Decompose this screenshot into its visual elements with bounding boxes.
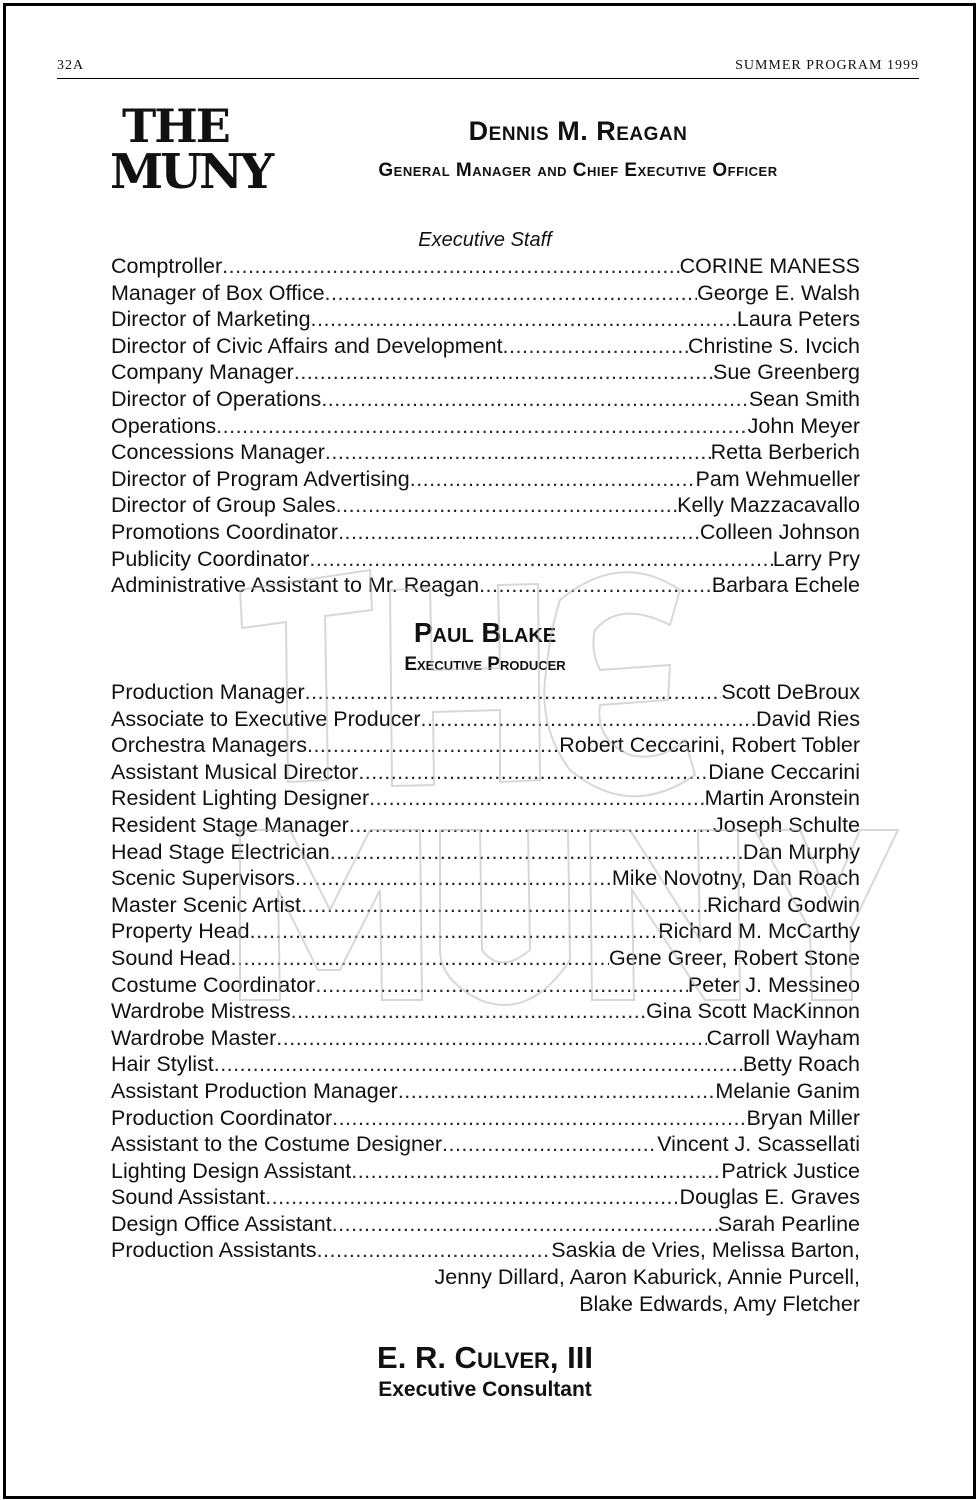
staff-role: Assistant Production Manager xyxy=(111,1078,398,1103)
staff-person: Patrick Justice xyxy=(721,1158,860,1183)
staff-role: Associate to Executive Producer xyxy=(111,706,421,731)
staff-person: Martin Aronstein xyxy=(704,786,860,811)
staff-person: Robert Ceccarini, Robert Tobler xyxy=(559,733,860,758)
executive-staff-list xyxy=(111,254,860,600)
staff-row xyxy=(111,786,860,813)
staff-row xyxy=(111,999,860,1026)
leader-dots xyxy=(325,440,711,465)
staff-person: Kelly Mazzacavallo xyxy=(677,493,860,518)
staff-row xyxy=(111,946,860,973)
staff-role: Scenic Supervisors xyxy=(111,866,296,891)
leader-dots xyxy=(295,866,612,891)
staff-row xyxy=(111,1132,860,1159)
staff-role: Sound Assistant xyxy=(111,1185,266,1210)
staff-role: Hair Stylist xyxy=(111,1052,214,1077)
staff-row xyxy=(111,1052,860,1079)
continuation-line: Jenny Dillard, Aaron Kaburick, Annie Purcell, xyxy=(434,1265,860,1290)
staff-role: Orchestra Managers xyxy=(111,733,307,758)
staff-role: Comptroller xyxy=(111,254,223,278)
staff-role: Manager of Box Office xyxy=(111,280,325,305)
staff-role: Director of Civic Affairs and Development xyxy=(111,333,503,358)
staff-row xyxy=(111,520,860,547)
staff-person: Dan Murphy xyxy=(742,839,860,864)
staff-role: Wardrobe Master xyxy=(111,1025,277,1050)
muny-logo xyxy=(108,99,272,204)
page-number: 32A xyxy=(57,58,85,73)
leader-dots xyxy=(305,680,722,705)
leader-dots xyxy=(315,973,688,998)
staff-person: George E. Walsh xyxy=(697,280,860,305)
staff-row xyxy=(111,414,860,441)
staff-role: Assistant to the Costume Designer xyxy=(111,1132,443,1157)
leader-dots xyxy=(479,573,712,598)
staff-role: Company Manager xyxy=(111,360,294,385)
leader-dots xyxy=(307,733,559,758)
staff-row xyxy=(111,813,860,840)
logo-line-muny: MUNY xyxy=(110,144,272,200)
executive-staff-label: Executive Staff xyxy=(418,229,552,251)
leader-dots xyxy=(216,414,747,439)
staff-row xyxy=(111,440,860,467)
leader-dots xyxy=(311,307,737,332)
staff-role: Operations xyxy=(111,413,217,438)
staff-role: Director of Group Sales xyxy=(111,493,336,518)
staff-role: Concessions Manager xyxy=(111,440,325,465)
staff-person: CORINE MANESS xyxy=(679,254,860,278)
leader-dots xyxy=(317,1238,552,1263)
staff-role: Head Stage Electrician xyxy=(111,839,330,864)
staff-person: Gina Scott MacKinnon xyxy=(646,999,860,1024)
leader-dots xyxy=(503,334,688,359)
staff-role: Design Office Assistant xyxy=(111,1211,332,1236)
staff-row xyxy=(111,1159,860,1186)
staff-row xyxy=(111,1026,860,1053)
leader-dots xyxy=(369,786,704,811)
staff-person: Peter J. Messineo xyxy=(687,972,860,997)
staff-row xyxy=(111,467,860,494)
staff-row xyxy=(111,1212,860,1239)
staff-row xyxy=(111,547,860,574)
staff-role: Resident Lighting Designer xyxy=(111,786,370,811)
leader-dots xyxy=(332,1212,718,1237)
general-manager-name: Dennis M. Reagan xyxy=(468,116,688,146)
staff-role: Costume Coordinator xyxy=(111,972,316,997)
staff-row xyxy=(111,307,860,334)
leader-dots xyxy=(276,1026,706,1051)
staff-row xyxy=(111,707,860,734)
staff-person: Scott DeBroux xyxy=(721,680,860,704)
consultant-name: E. R. Culver, III xyxy=(377,1340,593,1375)
leader-dots xyxy=(421,707,757,732)
leader-dots xyxy=(309,547,772,572)
staff-person: Colleen Johnson xyxy=(699,519,860,544)
staff-row xyxy=(111,973,860,1000)
staff-row xyxy=(111,334,860,361)
leader-dots xyxy=(336,493,678,518)
leader-dots xyxy=(330,840,743,865)
staff-person: Carroll Wayham xyxy=(706,1025,860,1050)
staff-person: Joseph Schulte xyxy=(712,812,860,837)
staff-row xyxy=(111,1106,860,1133)
running-header xyxy=(57,58,919,78)
staff-person: Gene Greer, Robert Stone xyxy=(609,945,860,970)
staff-role: Lighting Design Assistant xyxy=(111,1158,352,1183)
staff-row xyxy=(111,387,860,414)
leader-dots xyxy=(265,1185,679,1210)
staff-role: Assistant Musical Director xyxy=(111,759,359,784)
staff-person: Bryan Miller xyxy=(746,1105,860,1130)
staff-row xyxy=(111,1079,860,1106)
leader-dots xyxy=(214,1052,743,1077)
staff-person: Sarah Pearline xyxy=(717,1211,860,1236)
staff-role: Production Manager xyxy=(111,680,305,704)
leader-dots xyxy=(294,360,713,385)
staff-role: Director of Operations xyxy=(111,386,322,411)
staff-row xyxy=(111,360,860,387)
staff-role: Administrative Assistant to Mr. Reagan xyxy=(111,573,480,598)
staff-role: Wardrobe Mistress xyxy=(111,999,291,1024)
leader-dots xyxy=(351,1159,721,1184)
staff-row xyxy=(111,493,860,520)
staff-person: Mike Novotny, Dan Roach xyxy=(611,866,860,891)
leader-dots xyxy=(291,999,646,1024)
staff-person: Vincent J. Scassellati xyxy=(657,1132,860,1157)
staff-person: Douglas E. Graves xyxy=(679,1185,860,1210)
staff-role: Publicity Coordinator xyxy=(111,546,310,571)
producer-name: Paul Blake xyxy=(413,617,557,648)
staff-row xyxy=(111,866,860,893)
leader-dots xyxy=(250,919,658,944)
staff-person: Diane Ceccarini xyxy=(708,759,860,784)
staff-row xyxy=(111,1238,860,1265)
staff-role: Director of Program Advertising xyxy=(111,466,410,491)
consultant-title: Executive Consultant xyxy=(378,1378,592,1401)
staff-person: Laura Peters xyxy=(736,307,860,332)
staff-role: Resident Stage Manager xyxy=(111,812,349,837)
staff-row xyxy=(111,680,860,707)
staff-person: Sean Smith xyxy=(748,386,860,411)
staff-row xyxy=(111,254,860,281)
staff-person: Richard M. McCarthy xyxy=(658,919,860,944)
staff-role: Master Scenic Artist xyxy=(111,892,301,917)
staff-person: John Meyer xyxy=(747,413,860,438)
header-rule xyxy=(57,78,919,79)
staff-role: Production Coordinator xyxy=(111,1105,333,1130)
staff-role: Production Assistants xyxy=(111,1238,317,1263)
leader-dots xyxy=(398,1079,716,1104)
staff-person: Melanie Ganim xyxy=(715,1078,860,1103)
leader-dots xyxy=(301,893,707,918)
general-manager-title: General Manager and Chief Executive Officer xyxy=(378,160,778,181)
staff-row xyxy=(111,733,860,760)
staff-person: Saskia de Vries, Melissa Barton, xyxy=(551,1238,860,1263)
staff-person: Barbara Echele xyxy=(711,573,860,598)
staff-role: Promotions Coordinator xyxy=(111,519,339,544)
staff-person: Christine S. Ivcich xyxy=(687,333,860,358)
leader-dots xyxy=(349,813,713,838)
staff-person: Betty Roach xyxy=(742,1052,860,1077)
staff-person: Larry Pry xyxy=(772,546,860,571)
leader-dots xyxy=(358,760,708,785)
leader-dots xyxy=(332,1106,746,1131)
staff-row xyxy=(111,840,860,867)
program-title: SUMMER PROGRAM 1999 xyxy=(735,58,919,73)
staff-role: Property Head xyxy=(111,919,250,944)
leader-dots xyxy=(410,467,696,492)
production-staff-list xyxy=(111,680,860,1318)
leader-dots xyxy=(325,281,698,306)
staff-row xyxy=(111,893,860,920)
staff-person: Pam Wehmueller xyxy=(695,466,860,491)
leader-dots xyxy=(231,946,609,971)
staff-person: Retta Berberich xyxy=(710,440,860,465)
staff-row xyxy=(111,1185,860,1212)
staff-row xyxy=(111,760,860,787)
staff-row xyxy=(111,919,860,946)
staff-role: Sound Head xyxy=(111,945,231,970)
staff-person: Sue Greenberg xyxy=(712,360,860,385)
staff-role: Director of Marketing xyxy=(111,307,311,332)
logo-line-the: THE xyxy=(122,99,229,153)
continuation-line: Blake Edwards, Amy Fletcher xyxy=(579,1291,860,1316)
staff-person: David Ries xyxy=(756,706,860,731)
leader-dots xyxy=(321,387,749,412)
staff-person: Richard Godwin xyxy=(707,892,860,917)
staff-row xyxy=(111,281,860,308)
leader-dots xyxy=(442,1132,657,1157)
leader-dots xyxy=(222,254,679,279)
producer-title: Executive Producer xyxy=(404,654,566,675)
leader-dots xyxy=(338,520,700,545)
staff-row xyxy=(111,573,860,600)
